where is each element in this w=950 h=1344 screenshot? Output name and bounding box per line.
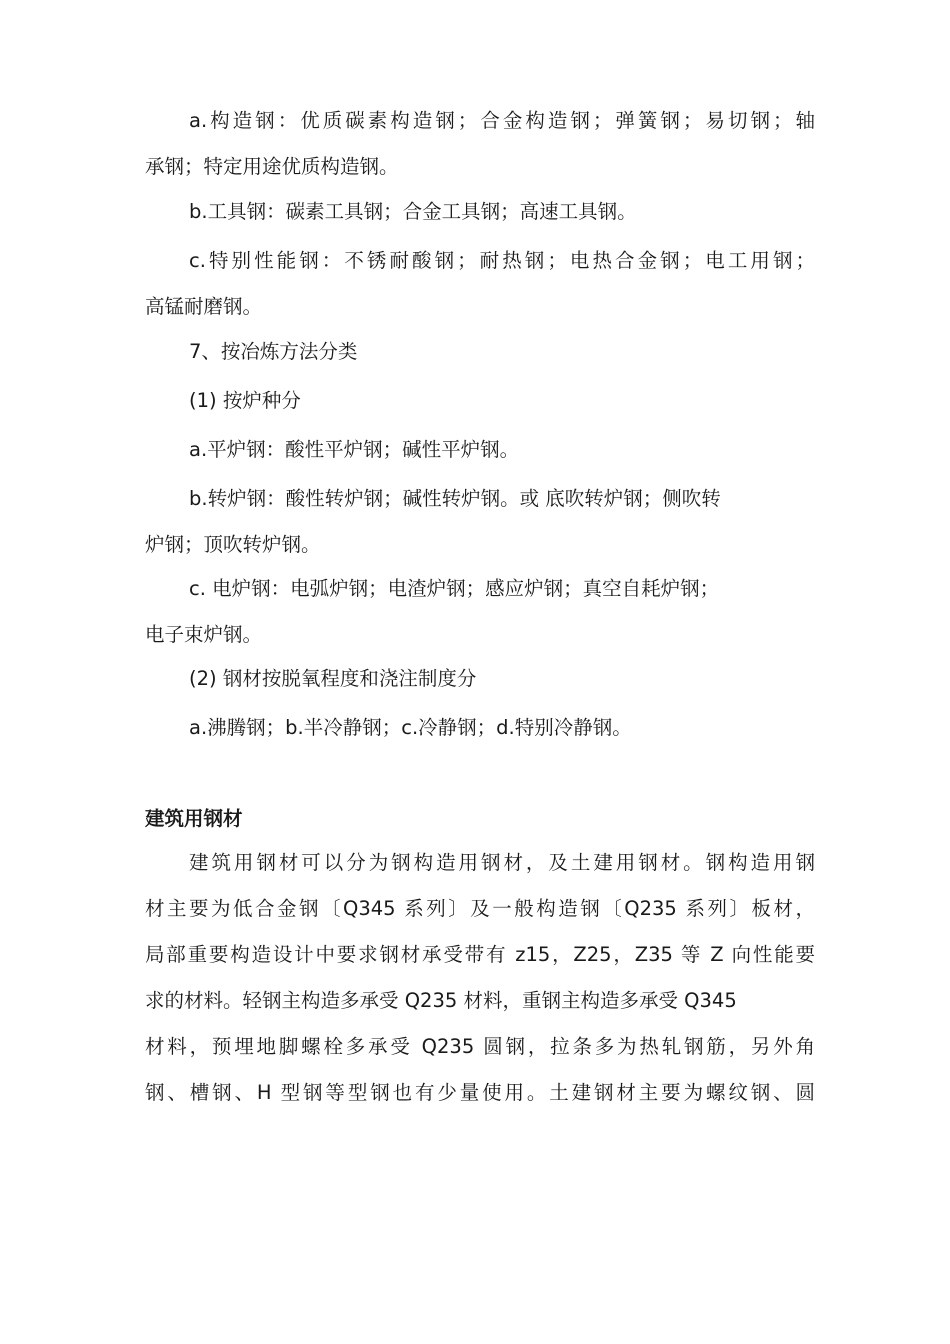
paragraph-line: 材主要为低合金钢〔Q345 系列〕及一般构造钢〔Q235 系列〕板材，	[145, 897, 815, 920]
paragraph-line: c.特别性能钢：不锈耐酸钢；耐热钢；电热合金钢；电工用钢；	[189, 249, 815, 272]
paragraph-line: c. 电炉钢：电弧炉钢；电渣炉钢；感应炉钢；真空自耗炉钢；	[189, 577, 720, 600]
section-heading: 建筑用钢材	[145, 807, 243, 830]
paragraph-line: (1) 按炉种分	[189, 389, 301, 412]
paragraph-line: 钢、槽钢、H 型钢等型钢也有少量使用。土建钢材主要为螺纹钢、圆	[145, 1081, 815, 1104]
paragraph-line: 炉钢；顶吹转炉钢。	[145, 533, 321, 556]
paragraph-line: a.平炉钢：酸性平炉钢；碱性平炉钢。	[189, 438, 520, 461]
paragraph-line: 材料，预埋地脚螺栓多承受 Q235 圆钢，拉条多为热轧钢筋，另外角	[145, 1035, 815, 1058]
paragraph-line: 7、按冶炼方法分类	[189, 340, 358, 363]
paragraph-line: (2) 钢材按脱氧程度和浇注制度分	[189, 667, 477, 690]
paragraph-line: 建筑用钢材可以分为钢构造用钢材，及土建用钢材。钢构造用钢	[189, 851, 815, 874]
paragraph-line: b.工具钢：碳素工具钢；合金工具钢；高速工具钢。	[189, 200, 637, 223]
paragraph-line: a.沸腾钢；b.半冷静钢；c.冷静钢；d.特别冷静钢。	[189, 716, 632, 739]
paragraph-line: a.构造钢：优质碳素构造钢；合金构造钢；弹簧钢；易切钢；轴	[189, 109, 815, 132]
paragraph-line: 局部重要构造设计中要求钢材承受带有 z15，Z25，Z35 等 Z 向性能要	[145, 943, 815, 966]
paragraph-line: 高锰耐磨钢。	[145, 295, 263, 318]
paragraph-line: 电子束炉钢。	[145, 623, 263, 646]
paragraph-line: b.转炉钢：酸性转炉钢；碱性转炉钢。或 底吹转炉钢；侧吹转	[189, 487, 721, 510]
paragraph-line: 承钢；特定用途优质构造钢。	[145, 155, 399, 178]
paragraph-line: 求的材料。轻钢主构造多承受 Q235 材料，重钢主构造多承受 Q345	[145, 989, 737, 1012]
